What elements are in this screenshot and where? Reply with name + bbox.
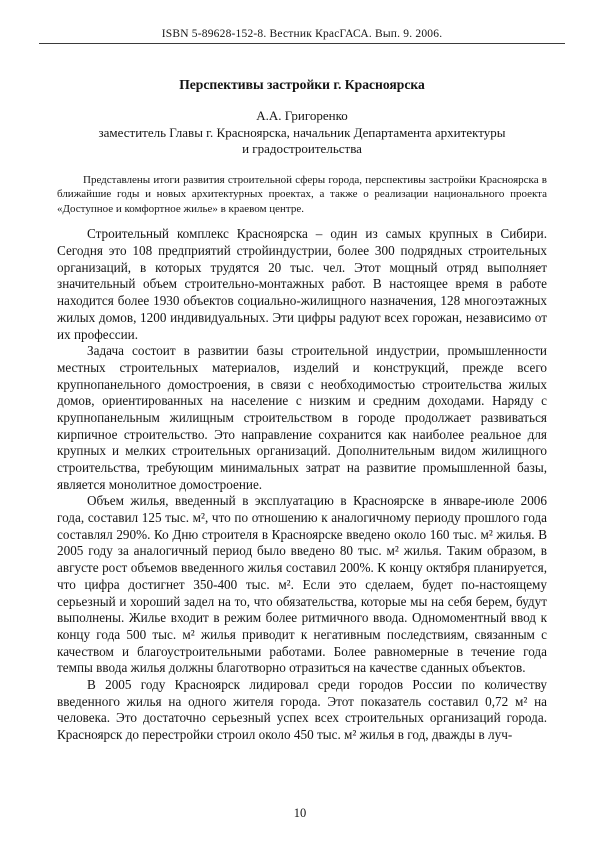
- paragraph: Объем жилья, введенный в эксплуатацию в Красноярске в январе-июле 2006 года, составил 125 тыс. м², что по отношению к аналогичному периоду прошлого года составлял 290%. Ко Дню строителя в Красноярске введено около 160 тыс. м² жилья. В 2005 году за аналогичный период было введено 80 тыс. м² жилья. Таким образом, в августе рост объемов введенного жилья составил 200%. К концу октября планируется, что цифра достигнет 350-400 тыс. м². Если это сделаем, будет по-настоящему серьезный и хороший задел на то, что обязательства, которые мы на себя берем, будут выполнены. Жилье входит в режим более ритмичного ввода. Одномоментный ввод к концу года 500 тыс. м² жилья приводит к негативным последствиям, связанным с качеством и благоустроительными работами. Более равномерные в течение года темпы ввода жилья должны благотворно отразиться на качестве сданных объектов.: [57, 493, 547, 676]
- author-affiliation-line2: и градостроительства: [242, 141, 362, 157]
- journal-header: ISBN 5-89628-152-8. Вестник КрасГАСА. Вып. 9. 2006.: [161, 28, 443, 40]
- paragraph: Задача состоит в развитии базы строительной индустрии, промышленности местных строительных материалов, изделий и конструкций, прежде всего крупнопанельного домостроения, в связи с необходимостью строительства жилых домов, ориентированных на население с низким и средним доходами. Наряду с крупнопанельным жилищным строительством в городе продолжает развиваться кирпичное строительство. Это направление сохранится как наиболее реальное для крупных и мелких строительных организаций. Дополнительным видом жилищного строительства, требующим минимальных затрат на развитие промышленной базы, является монолитное домостроение.: [57, 343, 547, 492]
- page-number: 10: [293, 806, 307, 820]
- page-content: [57, 28, 547, 744]
- abstract: Представлены итоги развития строительной сферы города, перспективы застройки Красноярска в ближайшие годы и новых архитектурных проектах, а также о реализации национального проекта «Доступное и комфортное жилье» в краевом центре.: [57, 173, 547, 215]
- author-affiliation-line1: заместитель Главы г. Красноярска, начальник Департамента архитектуры: [98, 124, 506, 140]
- author-name: А.А. Григоренко: [256, 108, 348, 123]
- paragraph: В 2005 году Красноярск лидировал среди городов России по количеству введенного жилья на одного жителя города. Этот показатель составил 0,72 м² на человека. Это достаточно серьезный успех всех строительных организаций города. Красноярск до перестройки строил около 450 тыс. м² жилья в год, дважды в луч-: [57, 676, 547, 743]
- author-block: [57, 108, 547, 158]
- article-title: Перспективы застройки г. Красноярска: [179, 77, 425, 92]
- header-rule: [39, 43, 565, 44]
- paragraph: Строительный комплекс Красноярска – один из самых крупных в Сибири. Сегодня это 108 предприятий стройиндустрии, более 300 подрядных строительных организаций, в которых трудятся 20 тыс. чел. Этот мощный отряд выполняет значительный объем строительно-монтажных работ. В настоящее время в работе находится более 1930 объектов социально-жилищного назначения, 128 многоэтажных жилых домов, 1200 индивидуальных. Эти цифры радуют всех горожан, независимо от их профессии.: [57, 226, 547, 342]
- article-body: [57, 226, 547, 743]
